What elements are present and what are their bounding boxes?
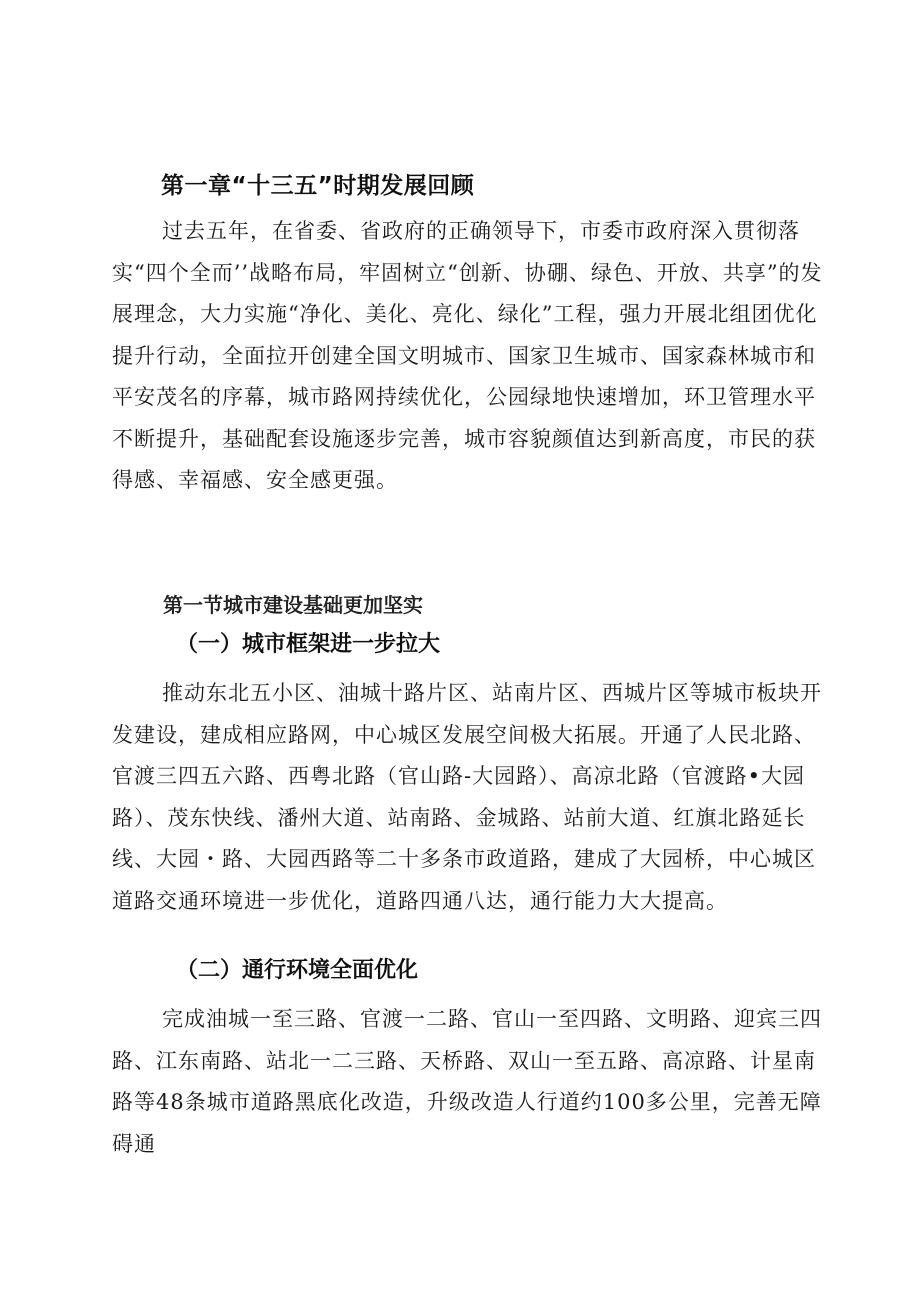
chapter-title: 第一章“十三五”时期发展回顾	[161, 173, 475, 199]
subsection-2-paragraph: 完成油城一至三路、官渡一二路、官山一至四路、文明路、迎宾三四路、江东南路、站北一二三路、天桥路、双山一至五路、高凉路、计星南路等48条城市道路黑底化改造，升级改造人行道约100多公里，完善无障碍通	[112, 1007, 822, 1156]
subsection-title-2: （二）通行环境全面优化	[176, 958, 419, 983]
intro-paragraph: 过去五年，在省委、省政府的正确领导下，市委市政府深入贯彻落实“四个全而’’战略布局，牢固树立“创新、协硼、绿色、开放、共享”的发展理念，大力实施“净化、美化、亮化、绿化”工程，强力开展北组团优化提升行动，全面拉开创建全国文明城市、国家卫生城市、国家森林城市和平安茂名的序幕，城市路网持续优化，公园绿地快速增加，环卫管理水平不断提升，基础配套设施逐步完善，城市容貌颜值达到新高度，市民的获得感、幸福感、安全感更强。	[112, 219, 823, 492]
subsection-1-paragraph: 推动东北五小区、油城十路片区、站南片区、西城片区等城市板块开发建设，建成相应路网，中心城区发展空间极大拓展。开通了人民北路、官渡三四五六路、西粤北路（官山路-大园路）、高凉北路（官渡路•大园路）、茂东快线、潘州大道、站南路、金城路、站前大道、红旗北路延长线、大园・路、大园西路等二十多条市政道路，建成了大园桥，中心城区道路交通环境进一步优化，道路四通八达，通行能力大大提高。	[112, 681, 822, 913]
subsection-title-1: （一）城市框架进一步拉大	[176, 632, 441, 657]
section-title: 第一节城市建设基础更加坚实	[163, 593, 423, 617]
